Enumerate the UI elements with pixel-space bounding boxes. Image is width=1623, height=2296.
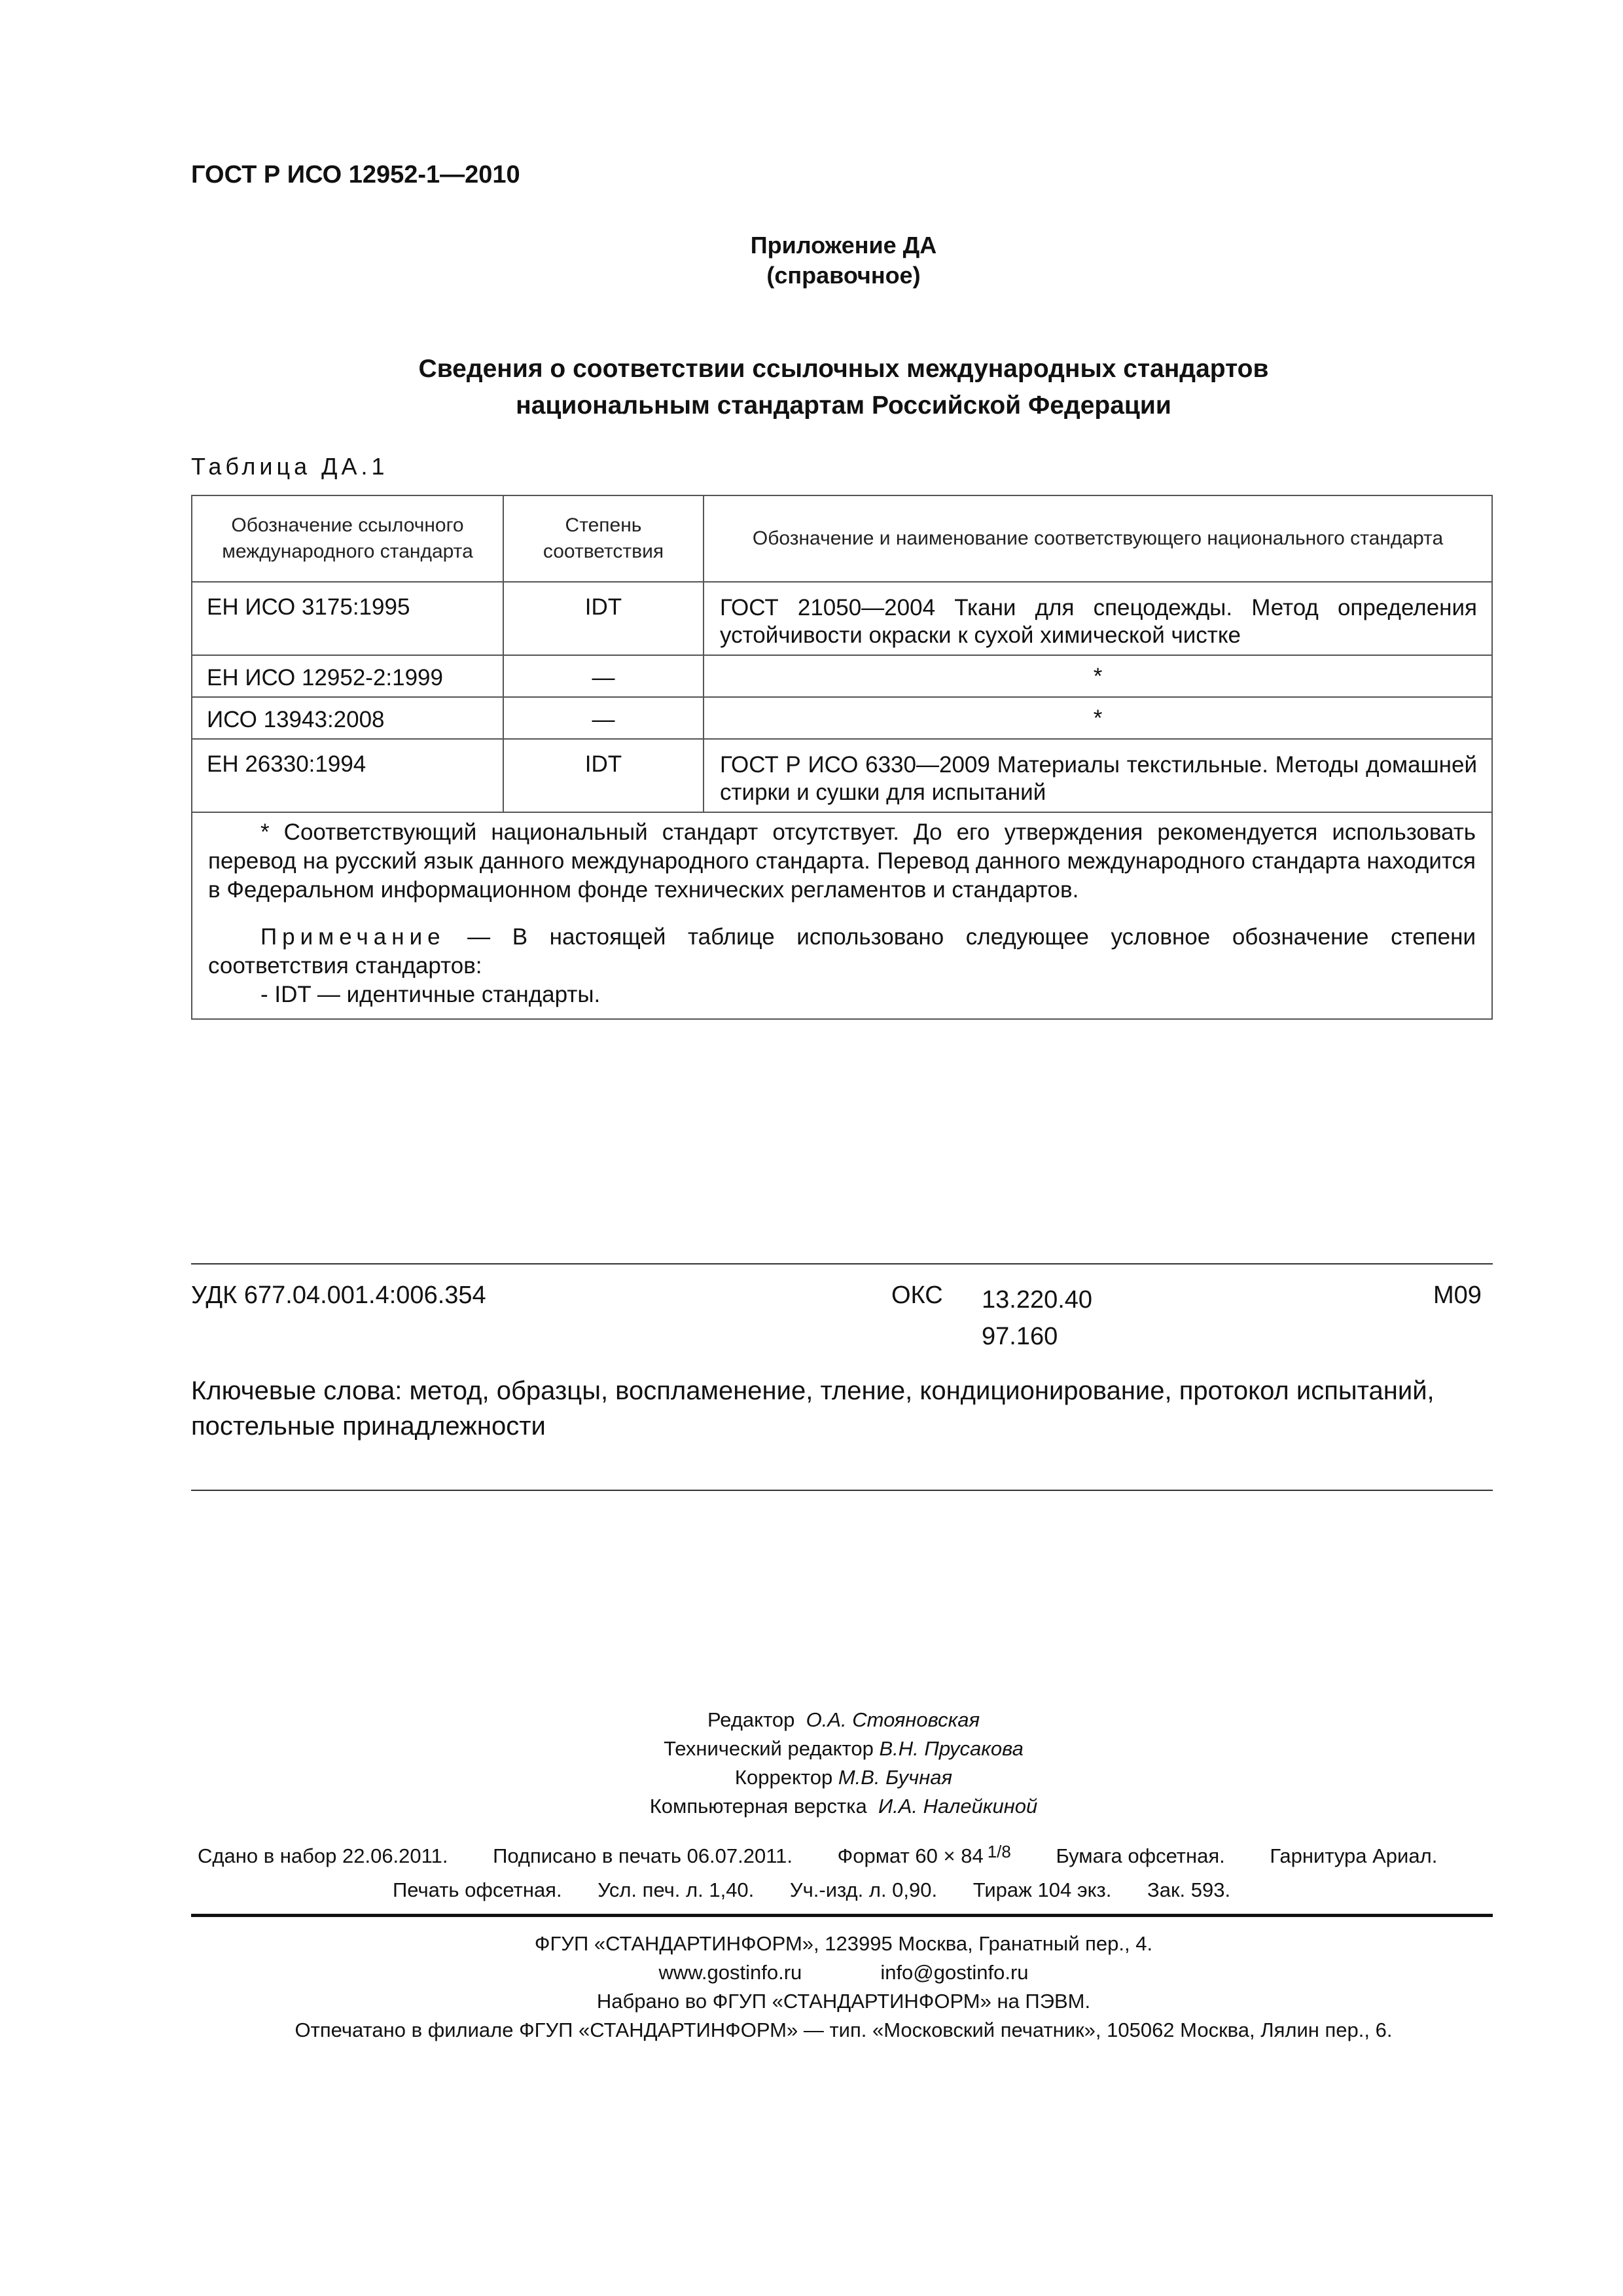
publisher-typeset: Набрано во ФГУП «СТАНДАРТИНФОРМ» на ПЭВМ. <box>596 1990 1091 2013</box>
credit-person: И.А. Налейкиной <box>878 1795 1038 1818</box>
credit-layout <box>0 1792 1623 1821</box>
reference-table <box>191 495 1493 1020</box>
row-degree: — <box>503 655 704 697</box>
table-row <box>192 655 1492 697</box>
credit-tech-editor <box>0 1734 1623 1763</box>
document-code: ГОСТ Р ИСО 12952-1—2010 <box>191 161 520 188</box>
table-notes-row <box>192 812 1492 1019</box>
oks-label: ОКС <box>891 1282 943 1309</box>
oks-value-1: 13.220.40 <box>982 1286 1093 1314</box>
table-row <box>192 739 1492 812</box>
classification-code: М09 <box>1433 1282 1482 1309</box>
row-designation: ИСО 13943:2008 <box>192 697 503 739</box>
credit-label: Технический редактор <box>664 1737 874 1760</box>
print-type: Печать офсетная. <box>393 1878 562 1901</box>
header-designation: Обозначение ссылочного международного стандарта <box>192 495 503 582</box>
divider-bottom <box>191 1490 1493 1491</box>
row-national: ГОСТ 21050—2004 Ткани для спецодежды. Метод определения устойчивости окраски к сухой химической чистке <box>704 582 1492 655</box>
credit-corrector <box>0 1763 1623 1792</box>
print-run: Тираж 104 экз. <box>972 1878 1112 1901</box>
row-degree: IDT <box>503 739 704 812</box>
oks-value-2: 97.160 <box>982 1323 1058 1350</box>
row-degree: — <box>503 697 704 739</box>
publisher-block <box>0 1929 1623 2045</box>
row-designation: ЕН ИСО 3175:1995 <box>192 582 503 655</box>
divider-top <box>191 1263 1493 1265</box>
header-degree: Степень соответствия <box>503 495 704 582</box>
print-sheets: Усл. печ. л. 1,40. <box>597 1878 755 1901</box>
section-title <box>0 351 1623 424</box>
credit-label: Корректор <box>734 1766 833 1789</box>
publisher-website[interactable]: www.gostinfo.ru <box>658 1961 802 1984</box>
publisher-printed: Отпечатано в филиале ФГУП «СТАНДАРТИНФОРМ» — тип. «Московский печатник», 105062 Москва, Лялин пер., 6. <box>294 2018 1393 2041</box>
credit-editor <box>0 1706 1623 1734</box>
header-national: Обозначение и наименование соответствующего национального стандарта <box>704 495 1492 582</box>
credits-block <box>0 1706 1623 1821</box>
table-header-row <box>192 495 1492 582</box>
appendix-title: Приложение ДА <box>750 232 937 259</box>
appendix-heading <box>0 230 1623 291</box>
note-label: Примечание <box>260 924 446 950</box>
printing-info-line1 <box>198 1842 1437 1868</box>
divider-thick <box>191 1914 1493 1917</box>
format-value: Формат 60 × 84 <box>837 1844 984 1867</box>
row-national: ГОСТ Р ИСО 6330—2009 Материалы текстильные. Методы домашней стирки и сушки для испытаний <box>704 739 1492 812</box>
row-national: * <box>704 655 1492 697</box>
publisher-address: ФГУП «СТАНДАРТИНФОРМ», 123995 Москва, Гранатный пер., 4. <box>534 1932 1153 1955</box>
credit-label: Компьютерная верстка <box>649 1795 867 1818</box>
typeset-date: Сдано в набор 22.06.2011. <box>198 1844 448 1867</box>
table-note <box>208 923 1476 980</box>
credit-label: Редактор <box>707 1708 795 1731</box>
credit-person: О.А. Стояновская <box>806 1708 980 1731</box>
row-designation: ЕН 26330:1994 <box>192 739 503 812</box>
format-fraction: 1/8 <box>987 1842 1011 1861</box>
section-title-line1: Сведения о соответствии ссылочных международных стандартов <box>418 355 1269 383</box>
appendix-note: (справочное) <box>766 262 921 289</box>
table-row <box>192 697 1492 739</box>
pub-sheets: Уч.-изд. л. 0,90. <box>789 1878 938 1901</box>
format <box>838 1844 1011 1867</box>
order-number: Зак. 593. <box>1147 1878 1231 1901</box>
signed-date: Подписано в печать 06.07.2011. <box>493 1844 793 1867</box>
credit-person: В.Н. Прусакова <box>879 1737 1024 1760</box>
note-text: — В настоящей таблице использовано следующее условное обозначение степени соответствия стандартов: <box>208 924 1476 978</box>
row-designation: ЕН ИСО 12952-2:1999 <box>192 655 503 697</box>
credit-person: М.В. Бучная <box>838 1766 953 1789</box>
publisher-contacts <box>0 1958 1623 1987</box>
udk-code: УДК 677.04.001.4:006.354 <box>191 1282 486 1309</box>
paper: Бумага офсетная. <box>1056 1844 1225 1867</box>
table-label: Таблица ДА.1 <box>191 453 389 480</box>
oks-values <box>982 1282 1092 1355</box>
printing-info-line2 <box>393 1878 1230 1902</box>
publisher-email[interactable]: info@gostinfo.ru <box>880 1961 1029 1984</box>
section-title-line2: национальным стандартам Российской Федерации <box>516 391 1171 420</box>
table-notes <box>192 812 1492 1019</box>
row-degree: IDT <box>503 582 704 655</box>
note-item: - IDT — идентичные стандарты. <box>260 982 601 1007</box>
row-national: * <box>704 697 1492 739</box>
font: Гарнитура Ариал. <box>1270 1844 1438 1867</box>
table-footnote: * Соответствующий национальный стандарт отсутствует. До его утверждения рекомендуется использовать перевод на русский язык данного международного стандарта. Перевод данного международного стандарта находится в Федеральном информационном фонде технических регламентов и стандартов. <box>208 819 1476 903</box>
table-row <box>192 582 1492 655</box>
keywords: Ключевые слова: метод, образцы, воспламенение, тление, кондиционирование, протокол испытаний, постельные принадлежности <box>191 1376 1435 1441</box>
